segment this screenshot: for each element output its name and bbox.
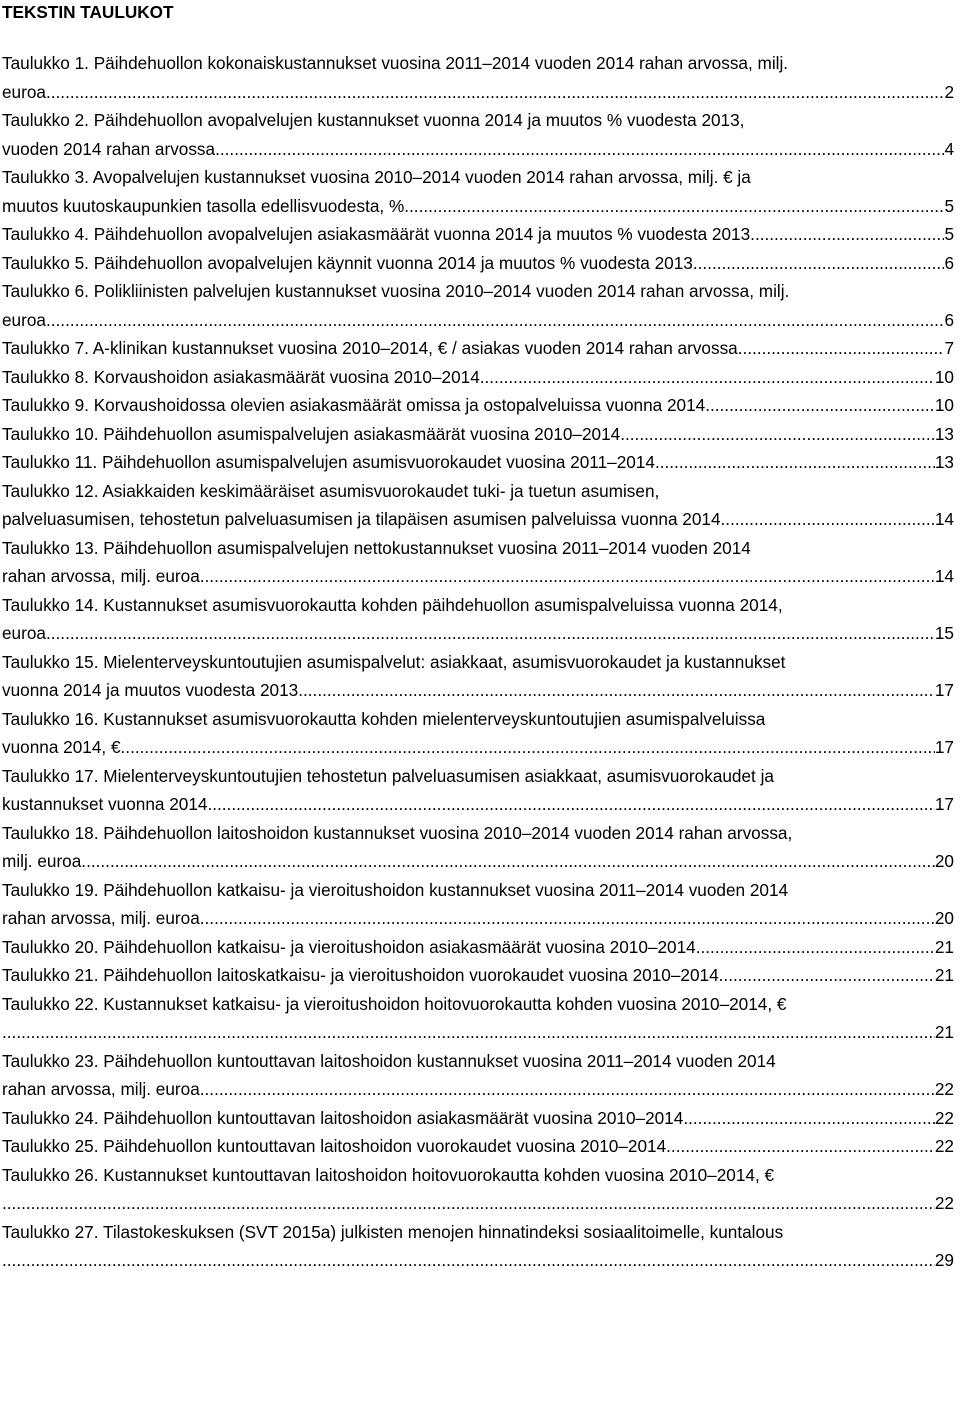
- toc-entry-title: Taulukko 11. Päihdehuollon asumispalvelujen asumisvuorokaudet vuosina 2011–2014: [2, 452, 655, 472]
- toc-entry-title: Taulukko 26. Kustannukset kuntouttavan laitoshoidon hoitovuorokautta kohden vuosina 2010–2014, €: [2, 1164, 775, 1185]
- toc-entry-title: Taulukko 21. Päihdehuollon laitoskatkaisu- ja vieroitushoidon vuorokaudet vuosina 2010–2014: [2, 965, 719, 985]
- page-number: 13: [934, 423, 954, 444]
- toc-entry-last-line: [2, 961, 954, 990]
- toc-entry-last-line: [2, 249, 954, 278]
- dot-leader: [683, 1104, 935, 1133]
- page-number: 4: [944, 138, 954, 159]
- page-number: 20: [934, 908, 954, 928]
- toc-entry-title: Taulukko 12. Asiakkaiden keskimääräiset asumisvuorokaudet tuki- ja tuetun asumisen,: [2, 480, 660, 501]
- toc-entry-title: euroa: [2, 81, 46, 102]
- toc-entry-last-line: [2, 448, 954, 477]
- dot-leader: [46, 619, 935, 648]
- toc-entry-line: [2, 648, 954, 677]
- toc-entry-title: Taulukko 14. Kustannukset asumisvuorokautta kohden päihdehuollon asumispalveluissa vuonna 2014,: [2, 594, 783, 615]
- toc-entry-line: [2, 106, 954, 135]
- dot-leader: [404, 192, 944, 221]
- toc-entry-line: [2, 762, 954, 791]
- dot-leader: [620, 420, 935, 449]
- page-number: 17: [934, 794, 954, 814]
- toc-entry[interactable]: [2, 933, 954, 962]
- dot-leader: [298, 676, 935, 705]
- dot-leader: [696, 933, 935, 962]
- toc-entry-title: vuonna 2014 ja muutos vuodesta 2013: [2, 680, 299, 700]
- toc-entry-title: euroa: [2, 623, 46, 643]
- page-number: 10: [934, 395, 954, 415]
- toc-entry-title: rahan arvossa, milj. euroa: [2, 566, 200, 586]
- dot-leader: [705, 391, 935, 420]
- toc-entry-title: Taulukko 19. Päihdehuollon katkaisu- ja vieroitushoidon kustannukset vuosina 2011–2014 vuoden 2014: [2, 879, 789, 900]
- page-number: 17: [934, 737, 954, 757]
- toc-entry-title: Taulukko 10. Päihdehuollon asumispalvelujen asiakasmäärät vuosina 2010–2014: [2, 423, 621, 444]
- page-number: 2: [944, 81, 954, 102]
- toc-entry[interactable]: [2, 762, 954, 819]
- dot-leader: [200, 562, 935, 591]
- toc-entry-title: Taulukko 25. Päihdehuollon kuntouttavan laitoshoidon vuorokaudet vuosina 2010–2014: [2, 1136, 667, 1156]
- toc-entry-title: Taulukko 17. Mielenterveyskuntoutujien tehostetun palveluasumisen asiakkaat, asumisvuorokaudet ja: [2, 765, 774, 786]
- dot-leader: [46, 78, 944, 107]
- dot-leader: [81, 847, 935, 876]
- dot-leader: [719, 961, 935, 990]
- toc-entry-last-line: [2, 306, 954, 335]
- toc-entry-last-line: [2, 1246, 954, 1275]
- toc-entry-line: [2, 1218, 954, 1247]
- toc-entry-title: Taulukko 22. Kustannukset katkaisu- ja vieroitushoidon hoitovuorokautta kohden vuosina 2010–2014, €: [2, 993, 787, 1014]
- toc-entry-last-line: [2, 220, 954, 249]
- toc-entry-last-line: [2, 933, 954, 962]
- toc-entry-title: rahan arvossa, milj. euroa: [2, 1079, 200, 1099]
- dot-leader: [655, 448, 935, 477]
- toc-entry-line: [2, 591, 954, 620]
- toc-entry-last-line: [2, 676, 954, 705]
- toc-entry-last-line: [2, 847, 954, 876]
- page-number: 14: [934, 509, 954, 529]
- toc-entry-title: Taulukko 9. Korvaushoidossa olevien asiakasmäärät omissa ja ostopalveluissa vuonna 2014: [2, 395, 706, 415]
- toc-entry-title: Taulukko 13. Päihdehuollon asumispalvelujen nettokustannukset vuosina 2011–2014 vuoden 2014: [2, 537, 751, 558]
- toc-entry-title: Taulukko 18. Päihdehuollon laitoshoidon kustannukset vuosina 2010–2014 vuoden 2014 rahan arvossa,: [2, 822, 793, 843]
- dot-leader: [2, 1018, 935, 1047]
- toc-entry-title: vuoden 2014 rahan arvossa: [2, 138, 216, 159]
- page-number: 21: [934, 936, 954, 957]
- page-number: 22: [934, 1193, 954, 1213]
- toc-entry-line: [2, 477, 954, 506]
- page-number: 22: [934, 1136, 954, 1156]
- toc-entry-last-line: [2, 363, 954, 392]
- toc-entry[interactable]: [2, 106, 954, 163]
- toc-entry-title: milj. euroa: [2, 851, 82, 871]
- toc-entry-title: Taulukko 7. A-klinikan kustannukset vuosina 2010–2014, € / asiakas vuoden 2014 rahan arvossa: [2, 338, 738, 358]
- page-number: 10: [934, 366, 954, 387]
- toc-entry[interactable]: [2, 391, 954, 420]
- toc-entry-last-line: [2, 733, 954, 762]
- toc-entry-line: [2, 876, 954, 905]
- dot-leader: [693, 249, 945, 278]
- toc-entry-title: Taulukko 6. Polikliinisten palvelujen kustannukset vuosina 2010–2014 vuoden 2014 rahan arvossa, milj.: [2, 281, 790, 301]
- page-number: 21: [934, 1022, 954, 1042]
- toc-entry-title: euroa: [2, 309, 46, 330]
- toc-entry[interactable]: [2, 1104, 954, 1133]
- toc-entry-title: Taulukko 24. Päihdehuollon kuntouttavan laitoshoidon asiakasmäärät vuosina 2010–2014: [2, 1107, 684, 1128]
- toc-entry-last-line: [2, 391, 954, 420]
- page-number: 22: [934, 1107, 954, 1128]
- page-number: 29: [934, 1250, 954, 1270]
- toc-entry-last-line: [2, 192, 954, 221]
- toc-entry[interactable]: [2, 876, 954, 933]
- toc-entry[interactable]: [2, 534, 954, 591]
- dot-leader: [750, 220, 944, 249]
- toc-entry[interactable]: [2, 1047, 954, 1104]
- toc-entry-last-line: [2, 1018, 954, 1047]
- toc-entry-title: Taulukko 15. Mielenterveyskuntoutujien asumispalvelut: asiakkaat, asumisvuorokaudet ja kustannukset: [2, 651, 786, 672]
- dot-leader: [215, 135, 944, 164]
- page-number: 5: [944, 224, 954, 244]
- toc-entry-last-line: [2, 790, 954, 819]
- dot-leader: [200, 1075, 935, 1104]
- page-number: 14: [934, 566, 954, 586]
- toc-entry-line: [2, 534, 954, 563]
- toc-entry[interactable]: [2, 591, 954, 648]
- dot-leader: [666, 1132, 935, 1161]
- toc-entry-title: muutos kuutoskaupunkien tasolla edellisvuodesta, %: [2, 195, 405, 216]
- page-number: 15: [934, 623, 954, 643]
- page-number: 7: [944, 338, 954, 358]
- page-number: 6: [944, 309, 954, 330]
- toc-entry-title: palveluasumisen, tehostetun palveluasumisen ja tilapäisen asumisen palveluissa vuonna 2014: [2, 509, 721, 529]
- toc-entry-title: Taulukko 27. Tilastokeskuksen (SVT 2015a) julkisten menojen hinnatindeksi sosiaalitoimelle, kuntalous: [2, 1221, 784, 1242]
- toc-entry-title: kustannukset vuonna 2014: [2, 794, 208, 814]
- dot-leader: [46, 306, 944, 335]
- toc-entry-last-line: [2, 334, 954, 363]
- toc-entry-line: [2, 705, 954, 734]
- toc-entry[interactable]: [2, 1161, 954, 1218]
- toc-entry-last-line: [2, 904, 954, 933]
- dot-leader: [207, 790, 934, 819]
- toc-entry-last-line: [2, 505, 954, 534]
- page-number: 22: [934, 1079, 954, 1099]
- page-number: 13: [934, 452, 954, 472]
- toc-entry[interactable]: [2, 961, 954, 990]
- toc-entry[interactable]: [2, 249, 954, 278]
- toc-entry[interactable]: [2, 163, 954, 220]
- toc-entry-last-line: [2, 562, 954, 591]
- toc-entry-last-line: [2, 78, 954, 107]
- toc-entry-title: vuonna 2014, €: [2, 737, 121, 757]
- toc-entry-last-line: [2, 1189, 954, 1218]
- toc-entry-title: Taulukko 5. Päihdehuollon avopalvelujen käynnit vuonna 2014 ja muutos % vuodesta 2013: [2, 252, 693, 273]
- toc-entry[interactable]: [2, 1132, 954, 1161]
- toc-entry-line: [2, 1161, 954, 1190]
- dot-leader: [121, 733, 935, 762]
- toc-entry-last-line: [2, 619, 954, 648]
- toc-entry-title: Taulukko 3. Avopalvelujen kustannukset vuosina 2010–2014 vuoden 2014 rahan arvossa, milj. € ja: [2, 167, 751, 187]
- toc-entry[interactable]: [2, 1218, 954, 1275]
- page-number: 21: [934, 965, 954, 985]
- toc-entry[interactable]: [2, 477, 954, 534]
- toc-entry-line: [2, 49, 954, 78]
- toc-entry-last-line: [2, 1104, 954, 1133]
- toc-entry-line: [2, 990, 954, 1019]
- toc-entry[interactable]: [2, 277, 954, 334]
- toc-entry[interactable]: [2, 334, 954, 363]
- dot-leader: [738, 334, 945, 363]
- toc-entry-last-line: [2, 1132, 954, 1161]
- toc-entry-last-line: [2, 1075, 954, 1104]
- table-of-contents: [2, 49, 954, 1275]
- dot-leader: [721, 505, 935, 534]
- toc-entry-title: rahan arvossa, milj. euroa: [2, 908, 200, 928]
- toc-entry-title: Taulukko 8. Korvaushoidon asiakasmäärät vuosina 2010–2014: [2, 366, 480, 387]
- toc-entry[interactable]: [2, 49, 954, 106]
- page-number: 5: [944, 195, 954, 216]
- toc-entry-title: Taulukko 1. Päihdehuollon kokonaiskustannukset vuosina 2011–2014 vuoden 2014 rahan arvossa, milj.: [2, 53, 789, 73]
- toc-entry[interactable]: [2, 448, 954, 477]
- page-number: 20: [934, 851, 954, 871]
- toc-entry-line: [2, 819, 954, 848]
- toc-entry-title: Taulukko 16. Kustannukset asumisvuorokautta kohden mielenterveyskuntoutujien asumispalveluissa: [2, 708, 766, 729]
- toc-entry-title: Taulukko 23. Päihdehuollon kuntouttavan laitoshoidon kustannukset vuosina 2011–2014 vuoden 2014: [2, 1050, 776, 1071]
- dot-leader: [2, 1246, 935, 1275]
- page-number: 17: [934, 680, 954, 700]
- toc-entry-last-line: [2, 135, 954, 164]
- section-heading: TEKSTIN TAULUKOT: [2, 2, 174, 22]
- toc-entry-line: [2, 1047, 954, 1076]
- toc-entry[interactable]: [2, 705, 954, 762]
- toc-entry[interactable]: [2, 220, 954, 249]
- toc-entry-line: [2, 277, 954, 306]
- toc-entry[interactable]: [2, 363, 954, 392]
- toc-entry-last-line: [2, 420, 954, 449]
- toc-entry-title: Taulukko 4. Päihdehuollon avopalvelujen asiakasmäärät vuonna 2014 ja muutos % vuodesta 2013: [2, 224, 751, 244]
- toc-entry-title: Taulukko 20. Päihdehuollon katkaisu- ja vieroitushoidon asiakasmäärät vuosina 2010–2014: [2, 936, 696, 957]
- toc-entry[interactable]: [2, 990, 954, 1047]
- toc-entry-title: Taulukko 2. Päihdehuollon avopalvelujen kustannukset vuonna 2014 ja muutos % vuodesta 2013,: [2, 110, 745, 130]
- toc-entry[interactable]: [2, 819, 954, 876]
- dot-leader: [480, 363, 935, 392]
- toc-entry[interactable]: [2, 420, 954, 449]
- toc-entry[interactable]: [2, 648, 954, 705]
- dot-leader: [2, 1189, 935, 1218]
- page-number: 6: [944, 252, 954, 273]
- toc-entry-line: [2, 163, 954, 192]
- dot-leader: [200, 904, 935, 933]
